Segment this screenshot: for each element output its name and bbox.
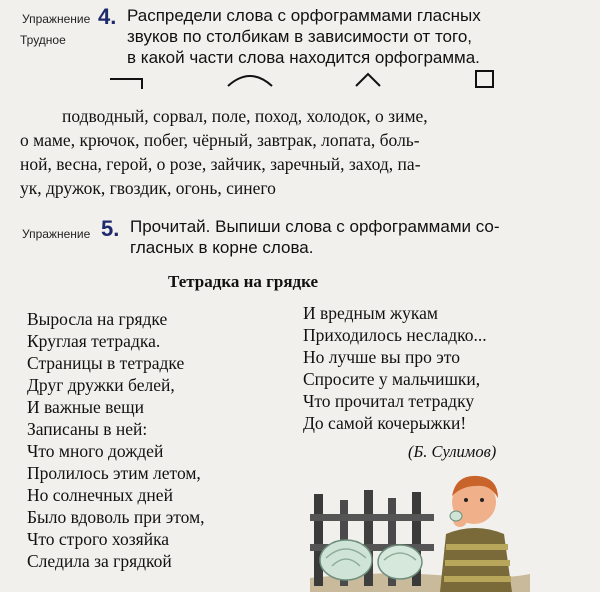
poem-line: Страницы в тетрадке: [27, 353, 185, 373]
poem-line: До самой кочерыжки!: [303, 413, 467, 433]
poem-line: Было вдоволь при этом,: [27, 507, 205, 527]
poem-title: Тетрадка на грядке: [168, 272, 319, 291]
exercise-label: Упражнение: [22, 12, 91, 26]
word-line: ной, весна, герой, о розе, зайчик, заречный, заход, па-: [20, 154, 421, 174]
boy-figure: [440, 476, 512, 592]
poem-line: Что строго хозяйка: [27, 529, 170, 549]
poem-line: И важные вещи: [27, 397, 144, 417]
ending-icon: [476, 71, 493, 87]
difficulty-label: Трудное: [20, 33, 66, 47]
word-list: [20, 104, 580, 200]
poem-line: Спросите у мальчишки,: [303, 369, 481, 389]
morpheme-symbols: [100, 62, 500, 92]
prefix-icon: [110, 79, 142, 89]
task-line: звуков по столбикам в зависимости от того,: [127, 27, 472, 46]
cabbage-icon: [320, 540, 372, 580]
exercise-number: 5.: [101, 216, 120, 241]
poem-line: Записаны в ней:: [27, 419, 148, 439]
task-line: в какой части слова находится орфограмма.: [127, 48, 480, 67]
poem-author: (Б. Сулимов): [408, 442, 497, 461]
poem-line: Что прочитал тетрадку: [303, 391, 475, 411]
task-line: Прочитай. Выпиши слова с орфограммами со-: [130, 217, 500, 236]
task-line: гласных в корне слова.: [130, 238, 314, 257]
poem-line: Друг дружки белей,: [27, 375, 175, 395]
exercise-label: Упражнение: [22, 227, 91, 241]
poem-line: Выросла на грядке: [27, 309, 168, 329]
suffix-icon: [356, 74, 380, 86]
cabbage-icon: [378, 545, 422, 579]
poem-line: Круглая тетрадка.: [27, 331, 161, 351]
word-line: о маме, крючок, побег, чёрный, завтрак, лопата, боль-: [20, 130, 420, 150]
exercise-number: 4.: [98, 4, 117, 29]
poem-line: Приходилось несладко...: [303, 325, 487, 345]
poem-line: Но лучше вы про это: [303, 347, 460, 367]
poem-line: Следила за грядкой: [27, 551, 172, 571]
poem-line: Пролилось этим летом,: [27, 463, 201, 483]
garden-illustration: [300, 470, 580, 592]
word-line: ук, дружок, гвоздик, огонь, синего: [20, 178, 276, 198]
poem-left-column: [27, 308, 205, 572]
root-icon: [228, 76, 272, 86]
exercise-5-task: [130, 216, 595, 258]
poem-right-column: [303, 302, 487, 434]
poem-line: Но солнечных дней: [27, 485, 173, 505]
exercise-4-task: [127, 5, 595, 68]
word-line: подводный, сорвал, поле, поход, холодок, о зиме,: [62, 106, 428, 126]
task-line: Распредели слова с орфограммами гласных: [127, 6, 481, 25]
poem-line: Что много дождей: [27, 441, 164, 461]
poem-line: И вредным жукам: [303, 303, 438, 323]
